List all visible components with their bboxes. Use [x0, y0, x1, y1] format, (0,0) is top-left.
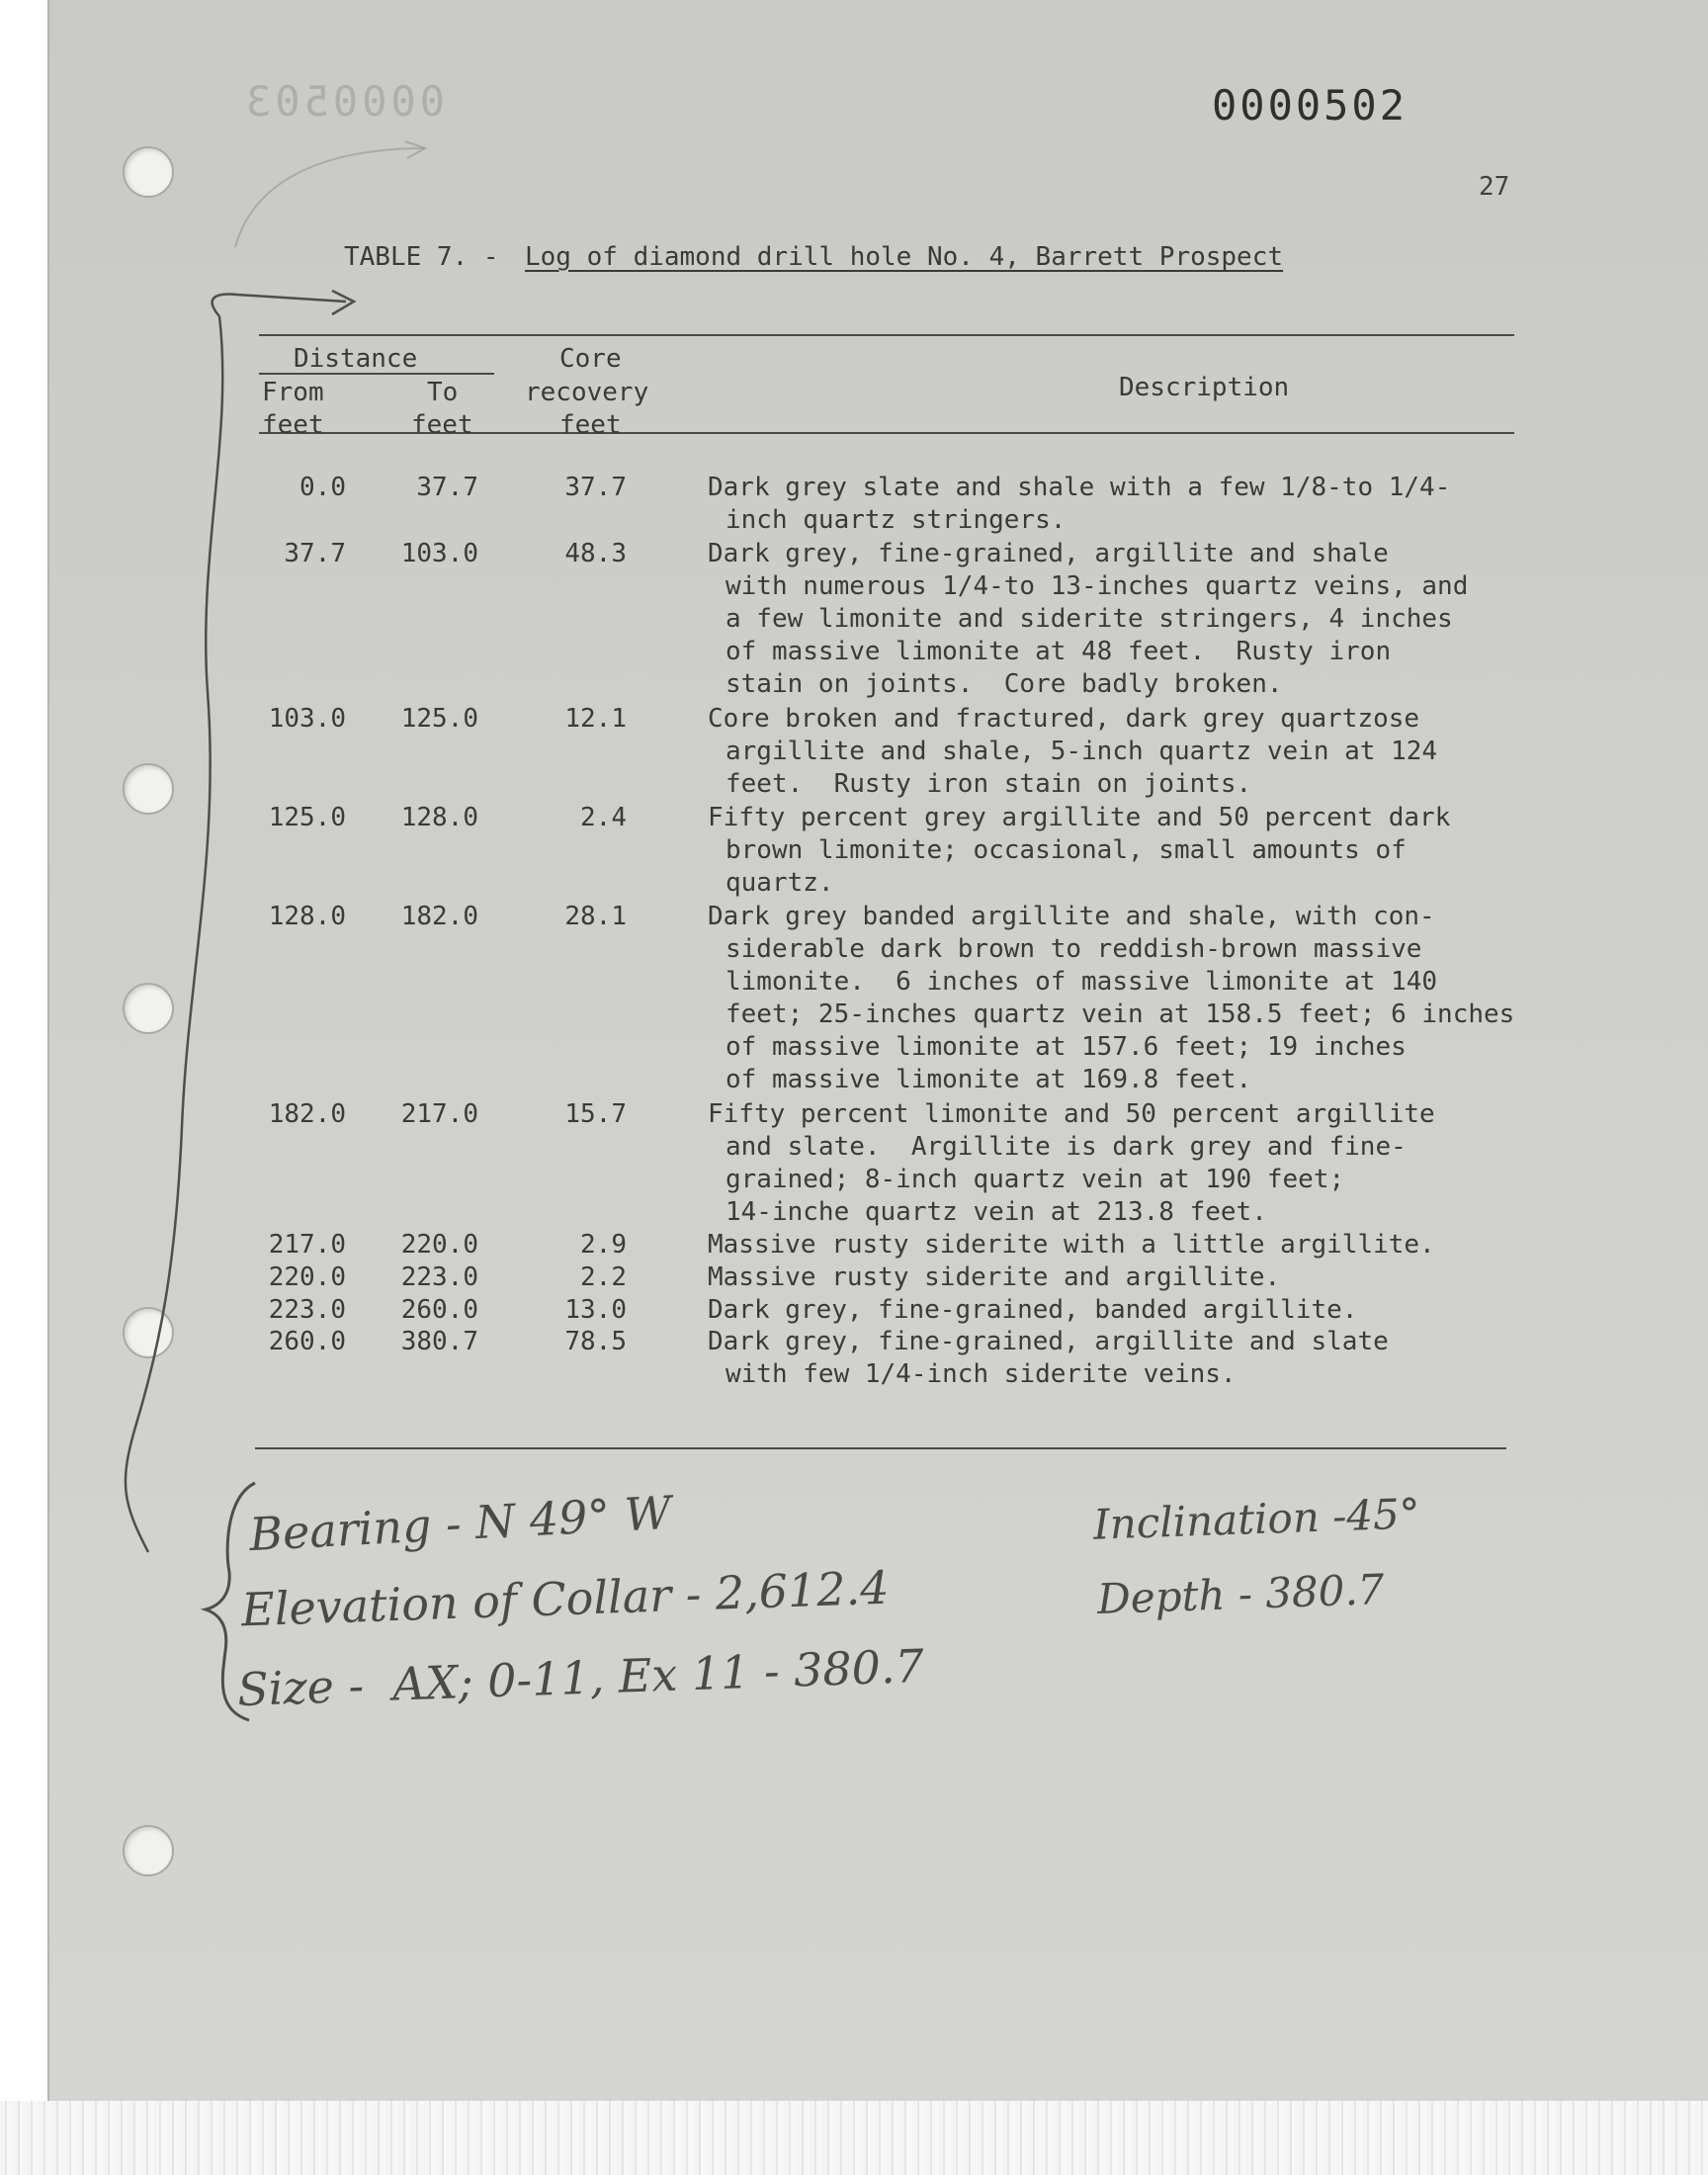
row-core-recovery: 2.2	[580, 1262, 627, 1292]
punch-hole	[123, 1307, 174, 1358]
row-to-feet: 217.0	[400, 1099, 478, 1129]
row-from-feet: 128.0	[268, 902, 346, 931]
row-description-line: Fifty percent grey argillite and 50 percent dark	[708, 803, 1451, 832]
row-from-feet: 0.0	[299, 473, 346, 502]
header-to: To	[427, 378, 459, 407]
row-description-line: Dark grey slate and shale with a few 1/8-to 1/4-	[708, 473, 1451, 502]
row-description-line: Core broken and fractured, dark grey quartzose	[708, 704, 1420, 734]
row-to-feet: 223.0	[400, 1262, 478, 1292]
row-from-feet: 260.0	[268, 1327, 346, 1356]
punch-hole	[123, 1825, 174, 1876]
row-description-line: brown limonite; occasional, small amounts of	[726, 835, 1407, 865]
row-description-line: siderable dark brown to reddish-brown massive	[726, 934, 1422, 964]
elevation-note: Elevation of Collar - 2,612.4	[240, 1560, 891, 1637]
row-from-feet: 223.0	[268, 1295, 346, 1325]
row-description-line: Massive rusty siderite with a little argillite.	[708, 1230, 1435, 1260]
header-distance: Distance	[294, 344, 418, 374]
row-from-feet: 220.0	[268, 1262, 346, 1292]
row-description-line: grained; 8-inch quartz vein at 190 feet;	[726, 1165, 1345, 1194]
header-recovery: recovery	[525, 378, 649, 407]
row-core-recovery: 13.0	[564, 1295, 627, 1325]
row-core-recovery: 2.9	[580, 1230, 627, 1260]
row-description-line: feet; 25-inches quartz vein at 158.5 feet; 6 inches	[726, 1000, 1515, 1029]
row-description-line: feet. Rusty iron stain on joints.	[726, 769, 1252, 799]
row-description-line: and slate. Argillite is dark grey and fine-	[726, 1132, 1407, 1162]
scan-edge	[0, 2101, 1708, 2175]
row-description-line: limonite. 6 inches of massive limonite at 140	[726, 967, 1438, 997]
row-from-feet: 103.0	[268, 704, 346, 734]
show-through-number: 0000503	[242, 77, 446, 126]
table-label: TABLE 7. -	[344, 242, 499, 272]
row-description-line: Dark grey, fine-grained, banded argillite.	[708, 1295, 1358, 1325]
row-description-line: with numerous 1/4-to 13-inches quartz veins, and	[726, 571, 1469, 601]
table-top-rule	[259, 334, 1514, 336]
row-description-line: Fifty percent limonite and 50 percent argillite	[708, 1099, 1435, 1129]
row-to-feet: 103.0	[400, 539, 478, 568]
row-description-line: 14-inche quartz vein at 213.8 feet.	[726, 1197, 1267, 1227]
row-description-line: of massive limonite at 169.8 feet.	[726, 1065, 1252, 1094]
punch-hole	[123, 146, 174, 198]
row-core-recovery: 48.3	[564, 539, 627, 568]
header-from: From	[262, 378, 324, 407]
row-description-line: Dark grey, fine-grained, argillite and slate	[708, 1327, 1389, 1356]
punch-hole	[123, 763, 174, 815]
row-to-feet: 128.0	[400, 803, 478, 832]
row-to-feet: 380.7	[400, 1327, 478, 1356]
row-description-line: of massive limonite at 48 feet. Rusty iron	[726, 637, 1392, 666]
row-description-line: a few limonite and siderite stringers, 4 inches	[726, 604, 1453, 634]
header-recovery-unit: feet	[559, 410, 622, 440]
row-description-line: argillite and shale, 5-inch quartz vein at 124	[726, 737, 1438, 766]
row-core-recovery: 37.7	[564, 473, 627, 502]
row-description-line: stain on joints. Core badly broken.	[726, 669, 1283, 699]
table-title: Log of diamond drill hole No. 4, Barrett Prospect	[525, 242, 1284, 272]
table-bottom-rule	[255, 1447, 1506, 1449]
row-to-feet: 125.0	[400, 704, 478, 734]
row-to-feet: 37.7	[416, 473, 478, 502]
row-description-line: inch quartz stringers.	[726, 505, 1067, 535]
header-from-unit: feet	[262, 410, 324, 440]
row-core-recovery: 78.5	[564, 1327, 627, 1356]
row-core-recovery: 12.1	[564, 704, 627, 734]
row-description-line: with few 1/4-inch siderite veins.	[726, 1359, 1237, 1389]
row-description-line: Dark grey, fine-grained, argillite and shale	[708, 539, 1389, 568]
inclination-note: Inclination -45°	[1092, 1489, 1421, 1549]
document-number: 0000502	[1212, 81, 1409, 130]
row-from-feet: 37.7	[284, 539, 346, 568]
row-core-recovery: 2.4	[580, 803, 627, 832]
header-core: Core	[559, 344, 622, 374]
row-core-recovery: 15.7	[564, 1099, 627, 1129]
header-to-unit: feet	[411, 410, 473, 440]
row-to-feet: 260.0	[400, 1295, 478, 1325]
page-number: 27	[1479, 172, 1510, 202]
punch-hole	[123, 983, 174, 1034]
row-core-recovery: 28.1	[564, 902, 627, 931]
row-description-line: Dark grey banded argillite and shale, with con-	[708, 902, 1435, 931]
row-description-line: of massive limonite at 157.6 feet; 19 inches	[726, 1032, 1407, 1062]
row-from-feet: 182.0	[268, 1099, 346, 1129]
bearing-note: Bearing - N 49° W	[247, 1485, 673, 1562]
header-description: Description	[1119, 373, 1290, 402]
row-from-feet: 217.0	[268, 1230, 346, 1260]
size-note: Size - AX; 0-11, Ex 11 - 380.7	[236, 1638, 925, 1717]
depth-note: Depth - 380.7	[1096, 1564, 1386, 1624]
row-description-line: Massive rusty siderite and argillite.	[708, 1262, 1281, 1292]
row-to-feet: 220.0	[400, 1230, 478, 1260]
row-to-feet: 182.0	[400, 902, 478, 931]
row-from-feet: 125.0	[268, 803, 346, 832]
row-description-line: quartz.	[726, 868, 834, 898]
